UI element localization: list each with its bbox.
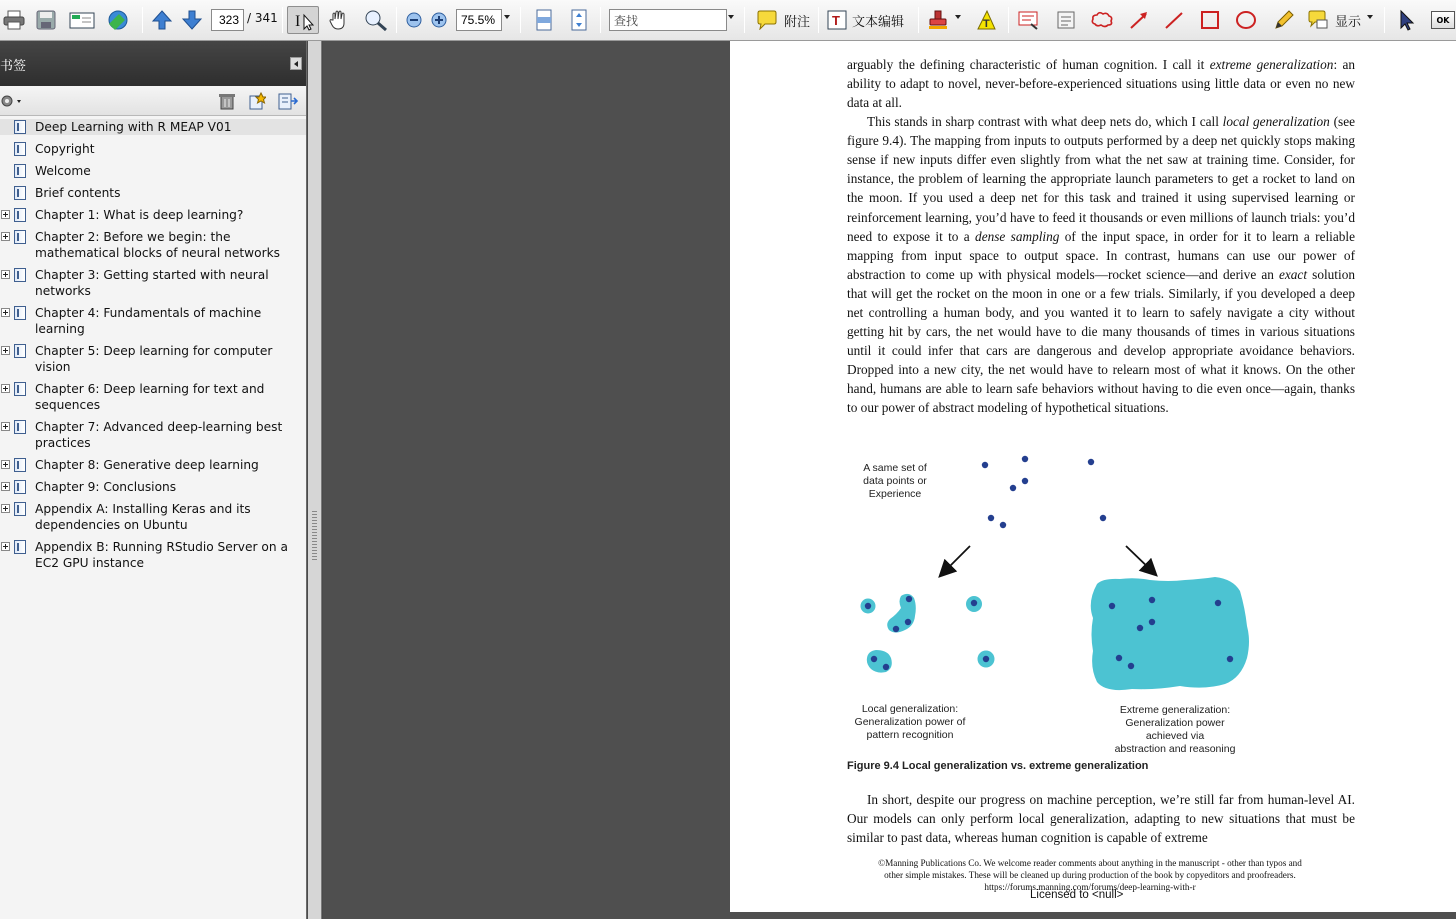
bookmark-label: Appendix B: Running RStudio Server on a EC2 GPU instance — [35, 540, 288, 570]
svg-text:T: T — [832, 13, 840, 28]
figure-9-4 — [835, 446, 1275, 776]
bookmark-item[interactable] — [0, 457, 306, 473]
bookmark-label: Chapter 1: What is deep learning? — [35, 208, 244, 222]
bookmark-label: Chapter 8: Generative deep learning — [35, 458, 259, 472]
bookmark-item[interactable] — [0, 141, 306, 157]
bookmark-icon — [14, 480, 26, 494]
bookmark-label: Chapter 4: Fundamentals of machine learning — [35, 306, 262, 336]
comment-label[interactable]: 附注 — [784, 15, 811, 30]
paragraph: arguably the defining characteristic of human cognition. I call it extreme generalization: an ability to adapt to novel, never-before-experienced situations using little data or even no new data at all. — [847, 57, 1355, 111]
arrow-to-extreme — [1126, 546, 1154, 573]
bookmark-item[interactable] — [0, 119, 306, 135]
bookmark-label: Chapter 6: Deep learning for text and sequences — [35, 382, 265, 412]
bookmark-icon — [14, 120, 26, 134]
expand-icon[interactable] — [1, 460, 10, 469]
license-watermark: Licensed to <null> — [1030, 889, 1124, 901]
new-bookmark-icon[interactable] — [248, 92, 266, 113]
note-tool-icon[interactable] — [1052, 6, 1080, 34]
bookmarks-toolbar — [0, 86, 306, 116]
ok-label: OK — [1431, 11, 1455, 29]
zoom-level-input[interactable]: 75.5% — [456, 9, 502, 31]
bookmark-icon — [14, 186, 26, 200]
svg-text:I: I — [295, 13, 301, 30]
bookmark-label: Welcome — [35, 164, 91, 178]
page-total: / 341 — [247, 11, 278, 25]
expand-icon[interactable] — [1, 210, 10, 219]
save-icon[interactable] — [32, 6, 60, 34]
bookmark-label: Chapter 7: Advanced deep-learning best practices — [35, 420, 283, 450]
zoom-dropdown-icon[interactable] — [504, 15, 510, 19]
bookmarks-title: 书签 — [0, 59, 27, 74]
bookmark-item[interactable] — [0, 305, 306, 337]
collapse-panel-icon[interactable] — [290, 57, 302, 70]
cloud-tool-icon[interactable] — [1088, 6, 1116, 34]
expand-icon[interactable] — [1, 422, 10, 431]
bookmark-label: Deep Learning with R MEAP V01 — [35, 120, 232, 134]
collaborate-icon[interactable] — [104, 6, 132, 34]
bookmark-icon — [14, 230, 26, 244]
text-box-tool-icon[interactable] — [1014, 6, 1042, 34]
bookmark-label: Chapter 5: Deep learning for computer vision — [35, 344, 273, 374]
bookmark-from-structure-icon[interactable] — [277, 92, 299, 113]
email-icon[interactable] — [68, 6, 96, 34]
ok-button[interactable] — [1430, 6, 1456, 34]
bookmark-item[interactable] — [0, 267, 306, 299]
bookmark-icon — [14, 344, 26, 358]
svg-text:T: T — [983, 18, 990, 30]
line-tool-icon[interactable] — [1160, 6, 1188, 34]
bookmark-icon — [14, 420, 26, 434]
local-generalization-blobs — [861, 577, 1250, 690]
figure-label-extreme: Extreme generalization: Generalization power achieved via abstraction and reasoning — [1114, 704, 1236, 755]
expand-icon[interactable] — [1, 232, 10, 241]
highlight-text-icon[interactable] — [973, 6, 999, 34]
pointer-icon[interactable] — [1392, 6, 1420, 34]
bookmark-item[interactable] — [0, 419, 306, 451]
text-edit-label[interactable]: 文本编辑 — [852, 15, 905, 30]
figure-label-local: Local generalization: Generalization power of pattern recognition — [854, 703, 966, 741]
bookmark-icon — [14, 382, 26, 396]
bookmark-item[interactable] — [0, 539, 306, 571]
search-input[interactable]: 查找 — [609, 9, 727, 31]
bookmark-tree — [0, 116, 306, 571]
show-label[interactable]: 显示 — [1335, 15, 1362, 30]
bookmark-label: Appendix A: Installing Keras and its dependencies on Ubuntu — [35, 502, 251, 532]
expand-icon[interactable] — [1, 308, 10, 317]
expand-icon[interactable] — [1, 542, 10, 551]
bookmark-item[interactable] — [0, 163, 306, 179]
previous-page-icon[interactable] — [148, 6, 176, 34]
expand-icon[interactable] — [1, 270, 10, 279]
bookmark-item[interactable] — [0, 381, 306, 413]
oval-tool-icon[interactable] — [1232, 6, 1260, 34]
bookmark-icon — [14, 208, 26, 222]
options-gear-icon[interactable] — [0, 93, 24, 112]
delete-bookmark-icon[interactable] — [218, 92, 236, 113]
show-comments-icon[interactable] — [1305, 6, 1331, 34]
expand-icon[interactable] — [1, 384, 10, 393]
bookmark-icon — [14, 268, 26, 282]
bookmark-item[interactable] — [0, 343, 306, 375]
bookmark-icon — [14, 306, 26, 320]
text-edit-icon[interactable] — [824, 6, 850, 34]
expand-icon[interactable] — [1, 482, 10, 491]
pdf-page — [730, 41, 1456, 912]
bookmark-item[interactable] — [0, 185, 306, 201]
comment-icon[interactable] — [754, 6, 780, 34]
hand-tool-icon[interactable] — [324, 6, 352, 34]
fit-page-icon[interactable] — [565, 6, 593, 34]
bookmark-icon — [14, 540, 26, 554]
search-dropdown-icon[interactable] — [728, 15, 734, 19]
figure-label-data-points: A same set of data points or Experience — [863, 462, 927, 500]
body-text — [847, 55, 1355, 417]
scattered-data-points — [982, 456, 1106, 528]
select-tool-icon[interactable] — [287, 6, 319, 34]
zoom-out-icon[interactable] — [403, 6, 425, 34]
bookmark-item[interactable] — [0, 501, 306, 533]
zoom-tool-icon[interactable] — [362, 6, 390, 34]
bookmark-icon — [14, 458, 26, 472]
bookmark-item[interactable] — [0, 229, 306, 261]
rectangle-tool-icon[interactable] — [1196, 6, 1224, 34]
expand-icon[interactable] — [1, 504, 10, 513]
bookmark-item[interactable] — [0, 479, 306, 495]
panel-splitter[interactable] — [308, 41, 322, 919]
show-dropdown-icon[interactable] — [1367, 15, 1373, 19]
bookmarks-header — [0, 41, 306, 86]
bookmark-label: Chapter 9: Conclusions — [35, 480, 177, 494]
figure-caption: Figure 9.4 Local generalization vs. extreme generalization — [847, 760, 1149, 772]
paragraph: This stands in sharp contrast with what deep nets do, which I call local generalization (see figure 9.4). The mapping from inputs to outputs performed by a deep net quickly stops making sense if new inputs differ even slightly from what the net saw at training time. Consider, for instance, the problem of learning the appropriate launch parameters to get a rocket to land on the moon. If you used a deep net for this task and trained it using supervised learning or reinforcement learning, you’d have to feed it thousands or even millions of launch trials: you’d need to expose it to a dense sampling of the input space, in order for it to learn a reliable mapping from input space to output space. In contrast, humans can use our power of abstraction to come up with physical models—rocket science—and derive an exact solution that will get the rocket on the moon in one or a few trials. Similarly, if you developed a deep net controlling a human body, and you wanted it to learn to safely navigate a city without getting hit by cars, the net would have to die many thousands of times in various situations until it could infer that cars are dangerous and develop appropriate avoidance behaviors. Dropped into a new city, the net would have to relearn most of what it knows. On the other hand, humans are able to learn safe behaviors without having to die even once—again, thanks to our power of abstract modeling of hypothetical situations. — [847, 114, 1356, 416]
bookmark-icon — [14, 502, 26, 516]
arrow-to-local — [942, 546, 970, 574]
arrow-tool-icon[interactable] — [1125, 6, 1153, 34]
bookmark-item[interactable] — [0, 207, 306, 223]
print-icon[interactable] — [0, 6, 28, 34]
next-page-icon[interactable] — [178, 6, 206, 34]
page-number-input[interactable]: 323 — [211, 9, 244, 31]
bookmark-label: Copyright — [35, 142, 95, 156]
splitter-grip[interactable] — [312, 511, 317, 561]
bookmark-label: Chapter 3: Getting started with neural networks — [35, 268, 269, 298]
bookmark-label: Chapter 2: Before we begin: the mathematical blocks of neural networks — [35, 230, 280, 260]
zoom-in-icon[interactable] — [428, 6, 450, 34]
stamp-dropdown-icon[interactable] — [955, 15, 961, 19]
bookmark-icon — [14, 142, 26, 156]
paragraph: In short, despite our progress on machine perception, we’re still far from human-level AI. Our models can only perform local generalization, adapting to new situations that must be similar to past data, whereas human cognition is capable of extreme — [847, 792, 1355, 846]
bookmark-label: Brief contents — [35, 186, 121, 200]
pencil-tool-icon[interactable] — [1270, 6, 1298, 34]
fit-width-icon[interactable] — [530, 6, 558, 34]
expand-icon[interactable] — [1, 346, 10, 355]
bookmarks-panel — [0, 41, 307, 919]
stamp-icon[interactable] — [925, 6, 951, 34]
toolbar — [0, 0, 1456, 41]
bookmark-icon — [14, 164, 26, 178]
page-footer: ©Manning Publications Co. We welcome reader comments about anything in the manuscript - other than typos and other simple mistakes. These will be cleaned up during production of the book by copyeditors and proofreaders. https://forums.manning.com/forums/deep-learning-with-r — [878, 858, 1302, 892]
document-view[interactable] — [323, 41, 1456, 919]
